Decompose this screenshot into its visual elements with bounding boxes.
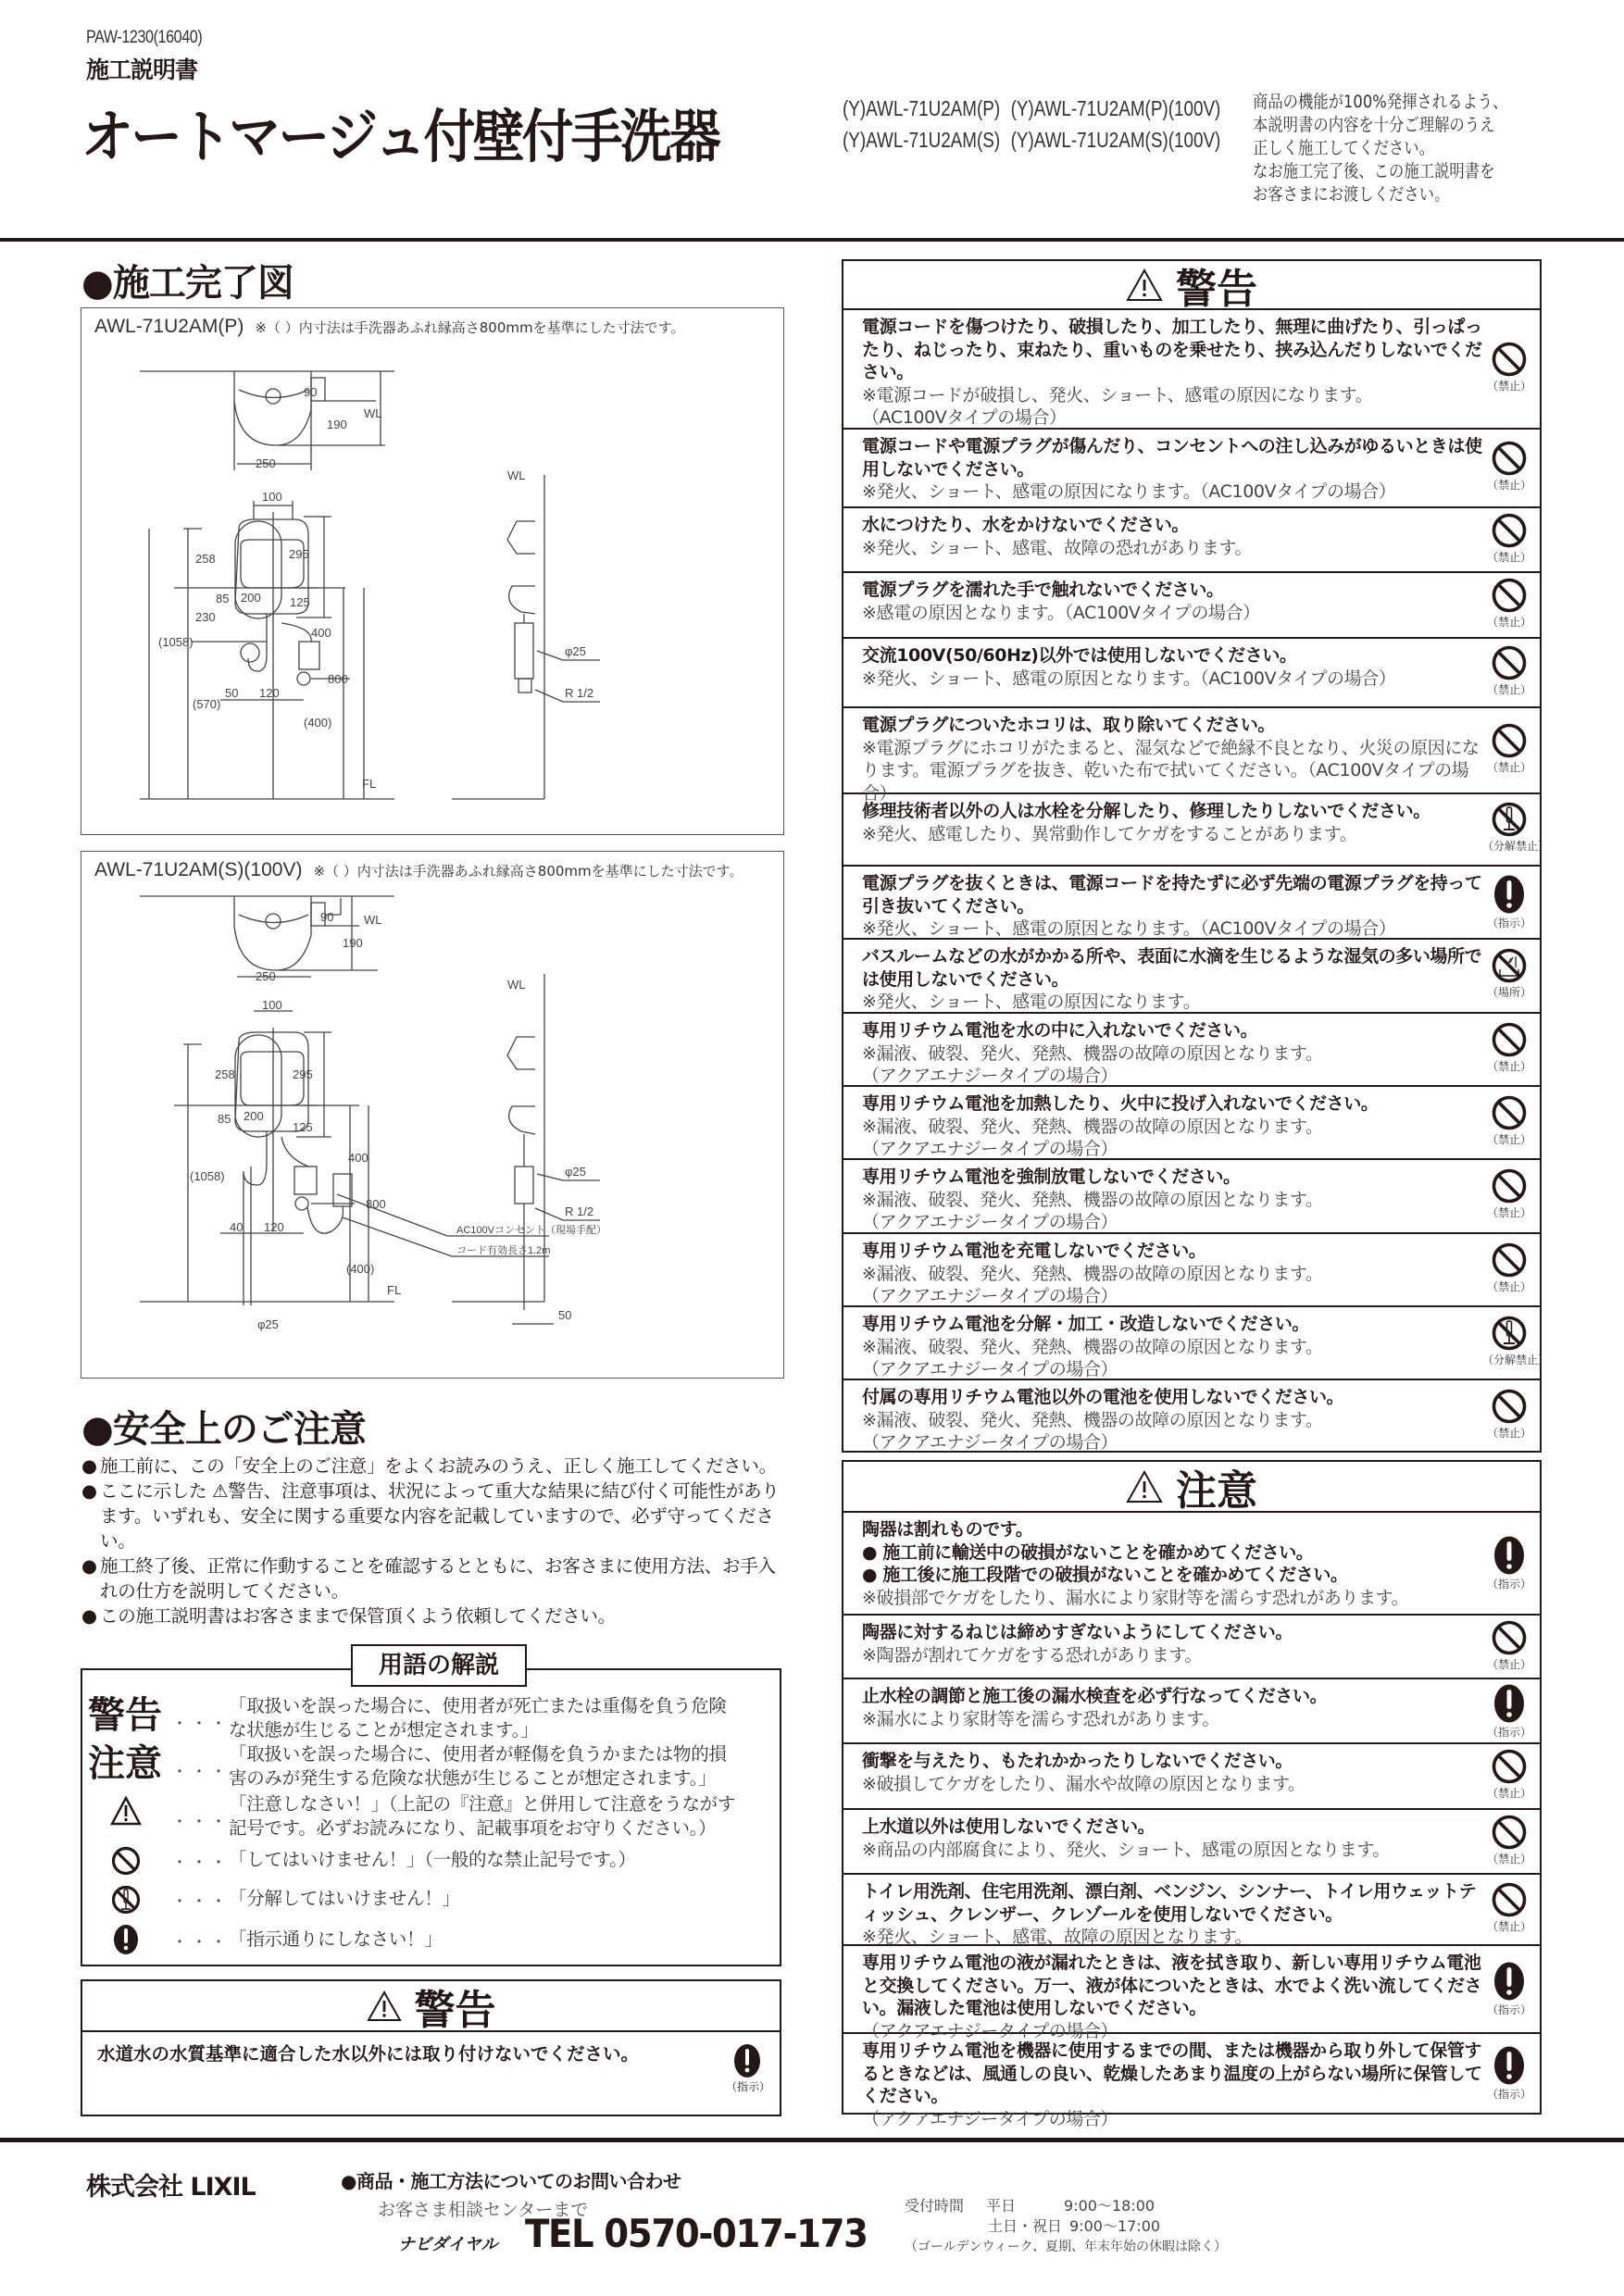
diagram-model: AWL-71U2AM(S)(100V) — [94, 859, 303, 880]
instruction-icon — [726, 2043, 771, 2094]
caution-row — [843, 1875, 1540, 1946]
warning-word: 警告 — [88, 1694, 162, 1737]
svg-text:295: 295 — [293, 1067, 313, 1081]
svg-text:200: 200 — [241, 591, 261, 605]
diagram-model: AWL-71U2AM(P) — [94, 316, 244, 337]
caution-note-text: ※破損部でケガをしたり、漏水により家財等を濡らす恐れがあります。 — [862, 1587, 1409, 1608]
warning-note-text: ※発火、ショート、感電の原因になります。 — [862, 992, 1201, 1012]
leader-dots: ・・・ — [171, 1715, 230, 1734]
svg-text:WL: WL — [364, 913, 382, 927]
prohibited-icon: （禁止） — [1488, 1619, 1530, 1672]
intro-line: 商品の機能が100%発揮されるよう、 — [1253, 92, 1508, 112]
warning-row — [843, 794, 1550, 867]
warning-note-text: ※漏液、破裂、発火、発熱、機器の故障の原因となります。 （アクアエナジータイプの場合） — [862, 1042, 1323, 1086]
holiday-label: 土日・祝日 — [988, 2217, 1063, 2235]
no-disassembly-icon — [111, 1885, 141, 1918]
svg-text:(400): (400) — [304, 716, 332, 730]
warning-note-text: ※漏液、破裂、発火、発熱、機器の故障の原因となります。 （アクアエナジータイプの場合） — [862, 1336, 1323, 1379]
warning-row — [843, 940, 1540, 1014]
svg-text:50: 50 — [225, 686, 239, 700]
caution-triangle-icon — [110, 1796, 142, 1829]
warning-note-text: ※漏液、破裂、発火、発熱、機器の故障の原因となります。 （アクアエナジータイプの場合） — [862, 1189, 1323, 1232]
leader-dots: ・・・ — [171, 1813, 230, 1832]
bullet-item: ● 施工終了後、正常に作動することを確認するとともに、お客さまに使用方法、お手入れの仕方を説明してください。 — [81, 1554, 785, 1603]
svg-text:(570): (570) — [193, 697, 221, 711]
caution-word: 注意 — [88, 1742, 162, 1785]
bullet-item: ● ここに示した ⚠警告、注意事項は、状況によって重大な結果に結び付く可能性があります。いずれも、安全に関する重要な内容を記載していますので、必ず守ってください。 — [81, 1479, 785, 1554]
glossary-text: 「注意しなさい！」（上記の『注意』と併用して注意をうながす 記号です。必ずお読みになり、記載事項をお守りください。） — [229, 1793, 736, 1839]
warning-note-text: ※漏液、破裂、発火、発熱、機器の故障の原因となります。 （アクアエナジータイプの場合） — [862, 1263, 1323, 1306]
warning-main-text: 専用リチウム電池を水の中に入れないでください。 — [862, 1020, 1258, 1041]
svg-text:85: 85 — [218, 1112, 231, 1126]
svg-text:295: 295 — [289, 547, 309, 561]
warning-row — [843, 430, 1540, 508]
warning-note-text: ※発火、ショート、感電の原因となります。（AC100Vタイプの場合） — [862, 668, 1396, 689]
warning-title: 警告 — [414, 1986, 496, 2034]
prohibited-icon: （禁止） — [1488, 1021, 1530, 1074]
instruction-icon: （指示） — [1488, 2045, 1530, 2102]
svg-text:800: 800 — [328, 672, 348, 686]
caution-triangle-icon — [1126, 268, 1163, 302]
closed-note: （ゴールデンウィーク、夏期、年末年始の休暇は除く） — [905, 2240, 1228, 2254]
svg-text:250: 250 — [256, 969, 276, 983]
caution-main-text: 陶器に対するねじは締めすぎないようにしてください。 — [862, 1622, 1293, 1642]
no-disassembly-icon: （分解禁止） — [1488, 801, 1530, 854]
warning-main-text: 電源プラグについたホコリは、取り除いてください。 — [862, 715, 1276, 735]
warning-main-text: 電源コードや電源プラグが傷んだり、コンセントへの注し込みがゆるいときは使用しないでください。 — [862, 436, 1482, 480]
svg-text:200: 200 — [244, 1109, 264, 1123]
warning-row — [843, 508, 1540, 573]
instruction-icon: （指示） — [1488, 1961, 1530, 2017]
caution-main-text: 専用リチウム電池を機器に使用するまでの間、または機器から取り外して保管するときなどは、風通しの良い、乾燥したあまり温度の上がらない場所に保管してください。 — [862, 2040, 1482, 2106]
svg-text:φ25: φ25 — [565, 1165, 586, 1179]
customer-center: お客さま相談センターまで — [378, 2200, 589, 2220]
warning-row — [843, 867, 1540, 940]
instruction-icon: （指示） — [1488, 874, 1530, 930]
caution-note-text: ※漏水により家財等を濡らす恐れがあります。 — [862, 1708, 1220, 1729]
prohibited-icon: （禁止） — [1488, 722, 1530, 775]
warning-note-text: ※発火、感電したり、異常動作してケガをすることがあります。 — [862, 823, 1357, 844]
warning-note-text: ※漏液、破裂、発火、発熱、機器の故障の原因となります。 （アクアエナジータイプの場合） — [862, 1116, 1323, 1159]
prohibited-icon: （禁止） — [1488, 341, 1530, 393]
intro-note — [1253, 91, 1507, 206]
warning-note-text: ※電源プラグにホコリがたまると、湿気などで絶縁不良となり、火災の原因になります。電源プラグを抜き、乾いた布で拭いてください。（AC100Vタイプの場合） — [862, 737, 1480, 804]
caution-main-text: 陶器は割れものです。 ● 施工前に輸送中の破損がないことを確かめてください。 ● 施工後に施工段階での破損がないことを確かめてください。 — [862, 1519, 1348, 1585]
page-title: オートマージュ付壁付手洗器 — [81, 103, 719, 170]
warning-box — [842, 259, 1550, 1453]
caution-main-text: 上水道以外は使用しないでください。 — [862, 1816, 1156, 1837]
warning-main-text: 電源コードを傷つけたり、破損したり、加工したり、無理に曲げたり、引っぱったり、ねじったり、束ねたり、重いものを乗せたり、挟み込んだりしないでください。 — [862, 317, 1482, 382]
warning-rows — [843, 310, 1550, 1454]
diagram-note: ※（ ）内寸法は手洗器あふれ縁高さ800mmを基準にした寸法です。 — [255, 319, 685, 336]
svg-text:50: 50 — [558, 1308, 572, 1322]
svg-text:125: 125 — [290, 595, 310, 609]
document-type: 施工説明書 — [86, 56, 198, 83]
svg-text:(1058): (1058) — [190, 1169, 225, 1183]
glossary-title: 用語の解説 — [351, 1644, 527, 1687]
svg-text:120: 120 — [264, 1220, 284, 1234]
svg-text:R 1/2: R 1/2 — [565, 1204, 594, 1218]
warning-main-text: 電源プラグを抜くときは、電源コードを持たずに必ず先端の電源プラグを持って引き抜いてください。 — [862, 873, 1482, 917]
svg-text:(400): (400) — [346, 1262, 375, 1276]
caution-row — [843, 1744, 1540, 1810]
caution-main-text: 衝撃を与えたり、もたれかかったりしないでください。 — [862, 1751, 1293, 1771]
svg-text:φ25: φ25 — [565, 644, 586, 658]
caution-note-text: ※陶器が割れてケガをする恐れがあります。 — [862, 1644, 1203, 1666]
warning-row — [843, 1087, 1540, 1160]
caution-row — [843, 1810, 1540, 1875]
caution-header — [843, 1462, 1540, 1513]
warning-main-text: 付属の専用リチウム電池以外の電池を使用しないでください。 — [862, 1387, 1344, 1407]
instruction-icon — [113, 1924, 139, 1959]
warning-note-text: ※漏液、破裂、発火、発熱、機器の故障の原因となります。 （アクアエナジータイプの場合） — [862, 1409, 1323, 1453]
hours-label: 受付時間 — [905, 2197, 965, 2215]
warning-main-text: 専用リチウム電池を強制放電しないでください。 — [862, 1167, 1241, 1187]
phone-number[interactable]: TEL 0570-017-173 — [525, 2211, 868, 2256]
warning-row — [843, 310, 1540, 430]
diagram-s — [81, 851, 784, 1379]
prohibited-icon: （禁止） — [1488, 1814, 1530, 1866]
caution-note-text: （アクアエナジータイプの場合） — [862, 2108, 1118, 2129]
warning-main-text: バスルームなどの水がかかる所や、表面に水滴を生じるような湿気の多い場所では使用しないでください。 — [862, 946, 1482, 990]
no-wet-place-icon: （場所） — [1488, 947, 1530, 1000]
instruction-icon: （指示） — [1488, 1535, 1530, 1591]
model-number: (Y)AWL-71U2AM(S) — [843, 128, 1001, 152]
warning-header — [82, 1981, 780, 2032]
svg-text:400: 400 — [311, 626, 331, 640]
warning-main-text: 交流100V(50/60Hz)以外では使用しないでください。 — [862, 645, 1297, 666]
svg-text:230: 230 — [195, 610, 216, 624]
prohibited-icon: （禁止） — [1488, 1094, 1530, 1147]
svg-text:800: 800 — [366, 1197, 386, 1211]
prohibited-icon: （禁止） — [1488, 512, 1530, 565]
svg-text:φ25: φ25 — [257, 1317, 279, 1331]
company-name: 株式会社 LIXIL — [86, 2173, 256, 2202]
svg-text:90: 90 — [304, 385, 318, 399]
prohibited-icon: （禁止） — [1488, 1167, 1530, 1220]
svg-text:90: 90 — [320, 910, 334, 924]
model-number: (Y)AWL-71U2AM(P) — [843, 96, 1001, 120]
warning-row — [843, 1307, 1550, 1380]
caution-row — [843, 1616, 1540, 1679]
warning-note-text: ※発火、ショート、感電の原因になります。（AC100Vタイプの場合） — [862, 481, 1396, 502]
prohibited-icon — [111, 1846, 141, 1879]
warning-note-text: ※電源コードが破損し、発火、ショート、感電の原因になります。 （AC100Vタイプの場合） — [862, 384, 1373, 428]
model-number: (Y)AWL-71U2AM(P)(100V) — [1010, 96, 1221, 120]
inquiry-heading: ●商品・施工方法についてのお問い合わせ — [341, 2170, 681, 2192]
warning-row — [82, 2032, 780, 2093]
caution-main-text: トイレ用洗剤、住宅用洗剤、漂白剤、ベンジン、シンナー、トイレ用ウェットティッシュ、クレンザー、クレゾールを使用しないでください。 — [862, 1881, 1477, 1925]
weekday-label: 平日 — [986, 2197, 1017, 2215]
glossary-text: 「してはいけません！」（一般的な禁止記号です。） — [229, 1849, 636, 1870]
svg-text:AC100Vコンセント（現場手配）: AC100Vコンセント（現場手配） — [456, 1225, 606, 1236]
caution-note-text: ※破損してケガをしたり、漏水や故障の原因となります。 — [862, 1773, 1305, 1794]
navi-dial-label: ナビダイヤル — [398, 2235, 498, 2254]
svg-text:WL: WL — [507, 978, 526, 992]
svg-text:WL: WL — [507, 468, 526, 482]
safety-bullets — [81, 1454, 785, 1628]
intro-line: 正しく施工してください。 — [1253, 138, 1435, 158]
bullet-item: ● この施工説明書はお客さままで保管頂くよう依頼してください。 — [81, 1603, 785, 1628]
svg-text:FL: FL — [387, 1283, 402, 1297]
svg-text:400: 400 — [348, 1151, 369, 1165]
caution-box — [842, 1460, 1542, 2129]
glossary-box — [81, 1652, 781, 1966]
leader-dots: ・・・ — [171, 1853, 230, 1873]
no-disassembly-icon: （分解禁止） — [1488, 1315, 1530, 1367]
section-heading-completion: ●施工完了図 — [81, 262, 294, 305]
icon-caption: （指示） — [726, 2080, 771, 2093]
glossary-text: 「取扱いを誤った場合に、使用者が軽傷を負うかまたは物的損 害のみが発生する危険な状態が生じることが想定されます。」 — [229, 1743, 727, 1789]
warning-row — [843, 1014, 1540, 1087]
caution-rows — [843, 1513, 1540, 2129]
bullet-item: ● 施工前に、この「安全上のご注意」をよくお読みのうえ、正しく施工してください。 — [81, 1454, 785, 1479]
leader-dots: ・・・ — [171, 1892, 230, 1912]
warning-title: 警告 — [1176, 265, 1257, 313]
svg-text:190: 190 — [327, 418, 347, 431]
document-code: PAW-1230(16040) — [86, 28, 203, 47]
svg-text:85: 85 — [216, 592, 230, 605]
reception-hours — [905, 2196, 1227, 2257]
warning-main-text: 水につけたり、水をかけないでください。 — [862, 515, 1190, 535]
model-list — [843, 93, 1231, 156]
diagram-p — [81, 307, 784, 835]
prohibited-icon: （禁止） — [1488, 1748, 1530, 1801]
warning-row — [843, 639, 1540, 708]
caution-main-text: 専用リチウム電池の液が漏れたときは、液を拭き取り、新しい専用リチウム電池と交換してください。万一、液が体についたときは、水でよく洗い流してください。漏液した電池は使用しないでください。 — [862, 1953, 1482, 2018]
warning-row — [843, 1234, 1540, 1307]
caution-row — [843, 1946, 1540, 2041]
warning-row — [843, 708, 1540, 804]
instruction-icon: （指示） — [1488, 1683, 1530, 1740]
svg-text:100: 100 — [262, 998, 282, 1012]
warning-note-text: ※発火、ショート、感電、故障の恐れがあります。 — [862, 537, 1253, 558]
holiday-hours: 9:00〜17:00 — [1069, 2217, 1161, 2235]
footer-divider — [0, 2138, 1624, 2142]
warning-main-text: 修理技術者以外の人は水栓を分解したり、修理したりしないでください。 — [862, 801, 1430, 821]
header-divider — [0, 238, 1624, 242]
caution-note-text: （アクアエナジータイプの場合） — [862, 2020, 1118, 2041]
section-heading-safety: ●安全上のご注意 — [81, 1408, 366, 1451]
warning-main-text: 専用リチウム電池を充電しないでください。 — [862, 1241, 1206, 1261]
svg-text:R 1/2: R 1/2 — [565, 686, 594, 700]
prohibited-icon: （禁止） — [1488, 1242, 1530, 1294]
prohibited-icon: （禁止） — [1488, 1881, 1530, 1934]
warning-row — [843, 1380, 1540, 1454]
svg-text:190: 190 — [343, 936, 363, 950]
leader-dots: ・・・ — [171, 1763, 230, 1782]
warning-main-text: 電源プラグを濡れた手で触れないでください。 — [862, 580, 1224, 600]
weekday-hours: 9:00〜18:00 — [1064, 2197, 1156, 2215]
diagram-note: ※（ ）内寸法は手洗器あふれ縁高さ800mmを基準にした寸法です。 — [313, 863, 743, 880]
prohibited-icon: （禁止） — [1488, 1388, 1530, 1441]
svg-text:WL: WL — [364, 406, 382, 420]
warning-row — [843, 1160, 1540, 1234]
caution-title: 注意 — [1176, 1466, 1257, 1515]
caution-triangle-icon — [367, 1990, 402, 2022]
water-quality-warning-box — [81, 1979, 781, 2116]
svg-text:コード有効長さ1.2m: コード有効長さ1.2m — [456, 1245, 551, 1256]
warning-text: 水道水の水質基準に適合した水以外には取り付けないでください。 — [97, 2043, 640, 2065]
svg-text:258: 258 — [215, 1067, 235, 1081]
intro-line: なお施工完了後、この施工説明書を — [1253, 161, 1495, 181]
svg-text:100: 100 — [262, 490, 282, 504]
caution-note-text: ※発火、ショート、感電、故障の原因となります。 — [862, 1927, 1253, 1947]
glossary-text: 「取扱いを誤った場合に、使用者が死亡または重傷を負う危険 な状態が生じることが想定されます。」 — [229, 1695, 727, 1741]
svg-text:125: 125 — [293, 1120, 313, 1134]
svg-text:(1058): (1058) — [158, 635, 194, 649]
svg-text:40: 40 — [230, 1220, 244, 1234]
model-number: (Y)AWL-71U2AM(S)(100V) — [1010, 128, 1221, 152]
glossary-text: 「分解してはいけません！」 — [229, 1888, 460, 1909]
glossary-text: 「指示通りにしなさい！」 — [229, 1928, 443, 1950]
caution-row — [843, 2034, 1540, 2129]
caution-row — [843, 1679, 1540, 1744]
warning-row — [843, 573, 1540, 639]
prohibited-icon: （禁止） — [1488, 577, 1530, 630]
caution-note-text: ※商品の内部腐食により、発火、ショート、感電の原因となります。 — [862, 1839, 1390, 1860]
warning-note-text: ※感電の原因となります。（AC100Vタイプの場合） — [862, 602, 1260, 623]
svg-text:258: 258 — [195, 552, 216, 566]
svg-text:120: 120 — [259, 686, 280, 700]
prohibited-icon: （禁止） — [1488, 644, 1530, 697]
installation-drawing-s — [81, 852, 785, 1379]
caution-main-text: 止水栓の調節と施工後の漏水検査を必ず行なってください。 — [862, 1686, 1328, 1706]
caution-triangle-icon — [1126, 1470, 1163, 1504]
warning-main-text: 専用リチウム電池を加熱したり、火中に投げ入れないでください。 — [862, 1093, 1379, 1114]
svg-text:FL: FL — [362, 777, 377, 791]
intro-line: お客さまにお渡しください。 — [1253, 184, 1450, 205]
caution-row — [843, 1513, 1540, 1616]
warning-note-text: ※発火、ショート、感電の原因となります。（AC100Vタイプの場合） — [862, 918, 1396, 939]
leader-dots: ・・・ — [171, 1933, 230, 1953]
prohibited-icon: （禁止） — [1488, 440, 1530, 493]
warning-main-text: 専用リチウム電池を分解・加工・改造しないでください。 — [862, 1314, 1310, 1334]
installation-drawing-p — [81, 308, 785, 836]
warning-header — [843, 261, 1540, 313]
intro-line: 本説明書の内容を十分ご理解のうえ — [1253, 115, 1495, 135]
svg-text:250: 250 — [256, 456, 276, 470]
